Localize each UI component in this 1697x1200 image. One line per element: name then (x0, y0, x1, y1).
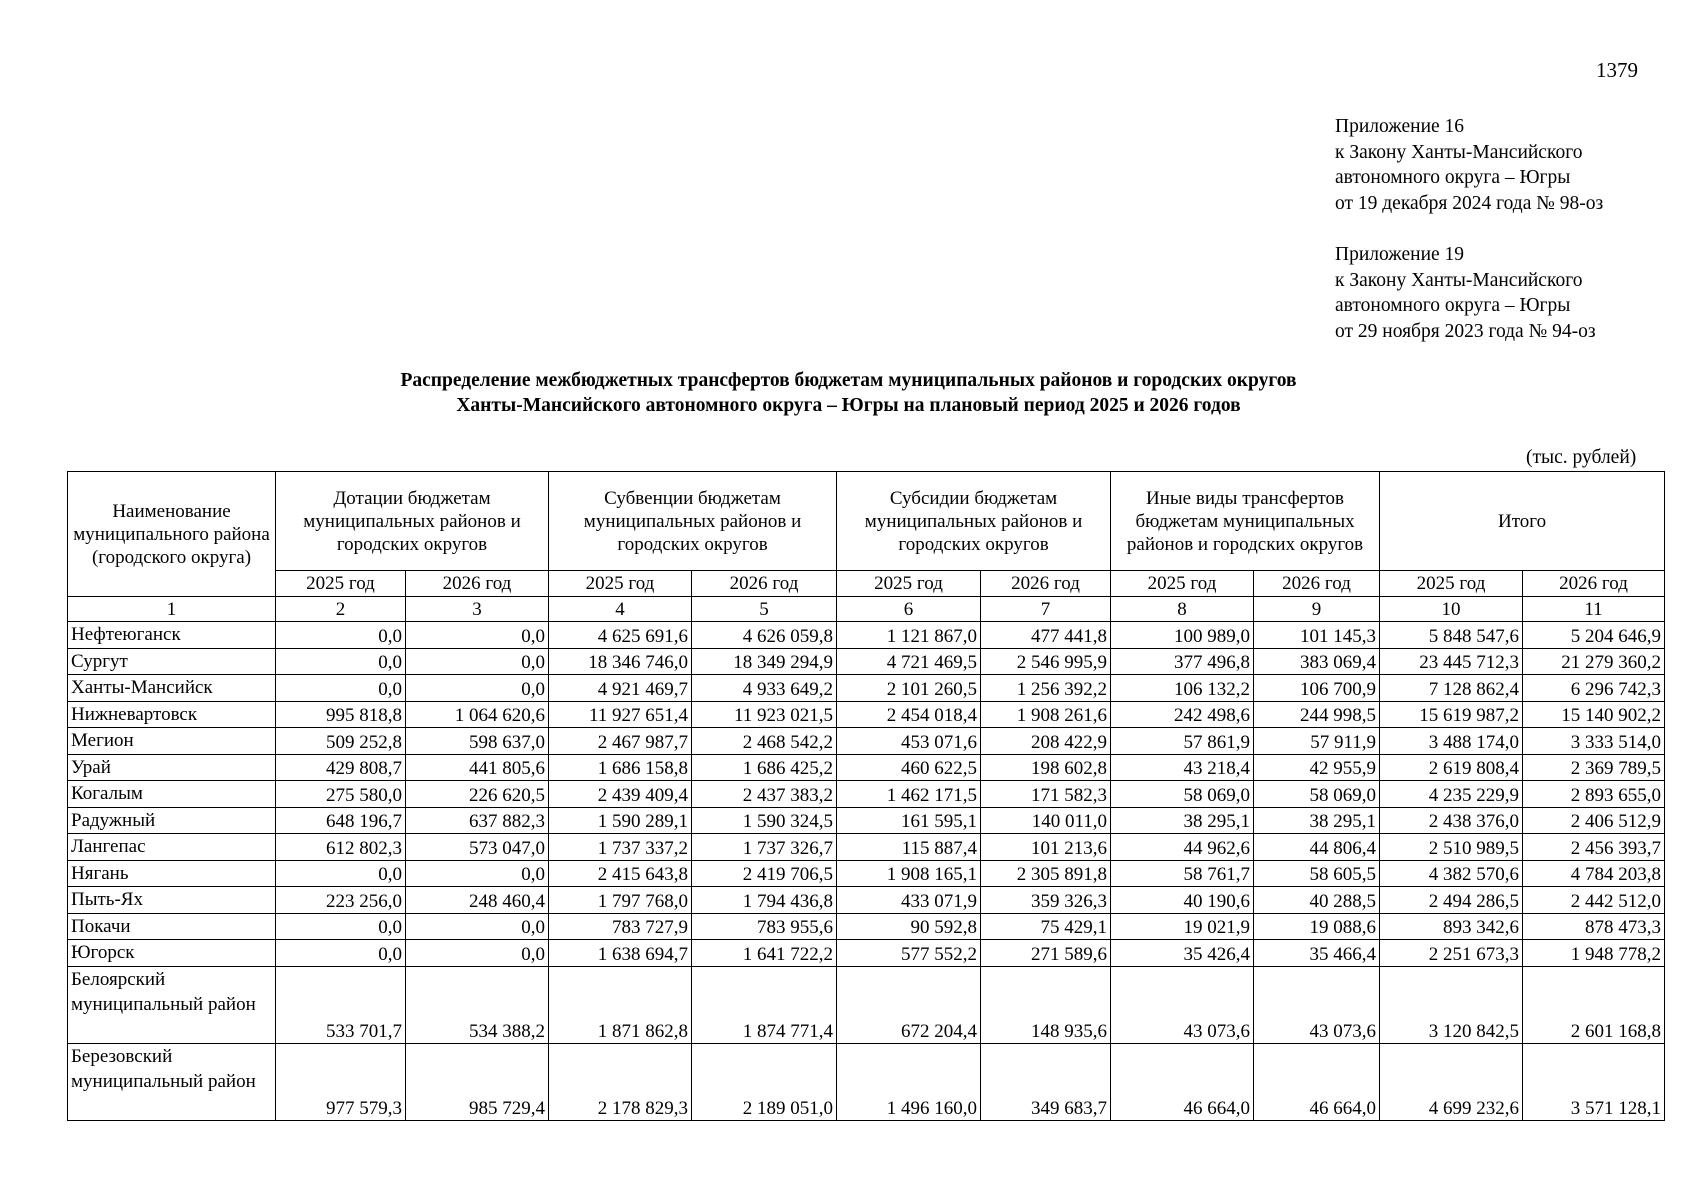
amount-cell: 1 737 326,7 (692, 834, 837, 861)
amount-cell: 38 295,1 (1111, 807, 1254, 834)
amount-cell: 3 333 514,0 (1523, 728, 1665, 755)
table-body (68, 622, 1665, 1121)
amount-cell: 0,0 (406, 940, 549, 967)
amount-cell: 349 683,7 (981, 1043, 1111, 1120)
amount-cell: 38 295,1 (1254, 807, 1380, 834)
amount-cell: 2 494 286,5 (1380, 887, 1523, 914)
amount-cell: 383 069,4 (1254, 648, 1380, 675)
amount-cell: 893 342,6 (1380, 913, 1523, 940)
column-number: 6 (837, 597, 981, 622)
amount-cell: 0,0 (276, 675, 406, 702)
column-number: 11 (1523, 597, 1665, 622)
amount-cell: 2 510 989,5 (1380, 834, 1523, 861)
amount-cell: 783 955,6 (692, 913, 837, 940)
municipality-name: Радужный (68, 807, 276, 834)
appendix-line: от 29 ноября 2023 года № 94-оз (1335, 320, 1596, 342)
amount-cell: 3 120 842,5 (1380, 966, 1523, 1043)
municipality-name: Мегион (68, 728, 276, 755)
amount-cell: 5 204 646,9 (1523, 622, 1665, 649)
amount-cell: 4 784 203,8 (1523, 860, 1665, 887)
table-row (68, 913, 1665, 940)
amount-cell: 1 794 436,8 (692, 887, 837, 914)
amount-cell: 23 445 712,3 (1380, 648, 1523, 675)
column-number: 9 (1254, 597, 1380, 622)
header-subsidies-grants: Дотации бюджетам муниципальных районов и городских округов (276, 472, 549, 571)
amount-cell: 1 590 289,1 (549, 807, 692, 834)
header-other-transfers: Иные виды трансфертов бюджетам муниципальных районов и городских округов (1111, 472, 1380, 571)
amount-cell: 21 279 360,2 (1523, 648, 1665, 675)
table-row (68, 728, 1665, 755)
amount-cell: 198 602,8 (981, 754, 1111, 781)
amount-cell: 878 473,3 (1523, 913, 1665, 940)
amount-cell: 1 908 261,6 (981, 701, 1111, 728)
column-number: 1 (68, 597, 276, 622)
amount-cell: 171 582,3 (981, 781, 1111, 808)
amount-cell: 2 439 409,4 (549, 781, 692, 808)
amount-cell: 43 073,6 (1111, 966, 1254, 1043)
column-number: 10 (1380, 597, 1523, 622)
amount-cell: 223 256,0 (276, 887, 406, 914)
amount-cell: 0,0 (406, 622, 549, 649)
amount-cell: 90 592,8 (837, 913, 981, 940)
amount-cell: 271 589,6 (981, 940, 1111, 967)
amount-cell: 2 178 829,3 (549, 1043, 692, 1120)
appendix-line: автономного округа – Югры (1335, 295, 1571, 316)
appendix-16-note (1335, 114, 1603, 216)
header-year-2025: 2025 год (1380, 571, 1523, 597)
amount-cell: 453 071,6 (837, 728, 981, 755)
amount-cell: 2 189 051,0 (692, 1043, 837, 1120)
table-row (68, 834, 1665, 861)
amount-cell: 4 921 469,7 (549, 675, 692, 702)
amount-cell: 43 218,4 (1111, 754, 1254, 781)
amount-cell: 4 626 059,8 (692, 622, 837, 649)
amount-cell: 2 546 995,9 (981, 648, 1111, 675)
amount-cell: 1 871 862,8 (549, 966, 692, 1043)
municipality-name: Нижневартовск (68, 701, 276, 728)
municipality-name: Покачи (68, 913, 276, 940)
amount-cell: 2 419 706,5 (692, 860, 837, 887)
amount-cell: 100 989,0 (1111, 622, 1254, 649)
amount-cell: 1 256 392,2 (981, 675, 1111, 702)
municipality-name: Югорск (68, 940, 276, 967)
header-year-2026: 2026 год (692, 571, 837, 597)
appendix-line: к Закону Ханты-Мансийского (1335, 141, 1583, 163)
header-year-2025: 2025 год (276, 571, 406, 597)
amount-cell: 1 797 768,0 (549, 887, 692, 914)
title-line-1: Распределение межбюджетных трансфертов бюджетам муниципальных районов и городских округов (400, 370, 1297, 391)
amount-cell: 2 893 655,0 (1523, 781, 1665, 808)
page-number: 1379 (1596, 58, 1638, 82)
amount-cell: 441 805,6 (406, 754, 549, 781)
column-number: 3 (406, 597, 549, 622)
municipality-name: Нефтеюганск (68, 622, 276, 649)
amount-cell: 3 488 174,0 (1380, 728, 1523, 755)
amount-cell: 4 625 691,6 (549, 622, 692, 649)
amount-cell: 19 021,9 (1111, 913, 1254, 940)
header-year-2025: 2025 год (549, 571, 692, 597)
header-year-2025: 2025 год (1111, 571, 1254, 597)
amount-cell: 612 802,3 (276, 834, 406, 861)
amount-cell: 0,0 (276, 940, 406, 967)
amount-cell: 248 460,4 (406, 887, 549, 914)
amount-cell: 377 496,8 (1111, 648, 1254, 675)
header-year-2026: 2026 год (1254, 571, 1380, 597)
amount-cell: 161 595,1 (837, 807, 981, 834)
amount-cell: 429 808,7 (276, 754, 406, 781)
amount-cell: 1 737 337,2 (549, 834, 692, 861)
header-total: Итого (1380, 472, 1665, 571)
column-number: 5 (692, 597, 837, 622)
table-row (68, 807, 1665, 834)
amount-cell: 573 047,0 (406, 834, 549, 861)
amount-cell: 1 948 778,2 (1523, 940, 1665, 967)
amount-cell: 40 190,6 (1111, 887, 1254, 914)
amount-cell: 1 064 620,6 (406, 701, 549, 728)
amount-cell: 19 088,6 (1254, 913, 1380, 940)
amount-cell: 533 701,7 (276, 966, 406, 1043)
amount-cell: 2 619 808,4 (1380, 754, 1523, 781)
amount-cell: 46 664,0 (1111, 1043, 1254, 1120)
amount-cell: 58 605,5 (1254, 860, 1380, 887)
amount-cell: 1 874 771,4 (692, 966, 837, 1043)
amount-cell: 0,0 (406, 913, 549, 940)
amount-cell: 18 346 746,0 (549, 648, 692, 675)
amount-cell: 534 388,2 (406, 966, 549, 1043)
table-row (68, 648, 1665, 675)
table-row (68, 701, 1665, 728)
amount-cell: 3 571 128,1 (1523, 1043, 1665, 1120)
units-label: (тыс. рублей) (1526, 447, 1637, 468)
header-subventions: Субвенции бюджетам муниципальных районов и городских округов (549, 472, 837, 571)
amount-cell: 672 204,4 (837, 966, 981, 1043)
document-title (0, 368, 1697, 418)
amount-cell: 433 071,9 (837, 887, 981, 914)
amount-cell: 2 101 260,5 (837, 675, 981, 702)
amount-cell: 2 601 168,8 (1523, 966, 1665, 1043)
table-row (68, 860, 1665, 887)
amount-cell: 1 686 425,2 (692, 754, 837, 781)
amount-cell: 2 456 393,7 (1523, 834, 1665, 861)
amount-cell: 7 128 862,4 (1380, 675, 1523, 702)
amount-cell: 1 908 165,1 (837, 860, 981, 887)
amount-cell: 477 441,8 (981, 622, 1111, 649)
amount-cell: 57 911,9 (1254, 728, 1380, 755)
column-number: 7 (981, 597, 1111, 622)
municipality-name: Когалым (68, 781, 276, 808)
title-line-2: Ханты-Мансийского автономного округа – Югры на плановый период 2025 и 2026 годов (456, 395, 1241, 416)
amount-cell: 43 073,6 (1254, 966, 1380, 1043)
appendix-line: Приложение 16 (1335, 116, 1465, 137)
amount-cell: 2 454 018,4 (837, 701, 981, 728)
amount-cell: 985 729,4 (406, 1043, 549, 1120)
header-year-2026: 2026 год (406, 571, 549, 597)
amount-cell: 226 620,5 (406, 781, 549, 808)
amount-cell: 15 619 987,2 (1380, 701, 1523, 728)
amount-cell: 0,0 (406, 860, 549, 887)
amount-cell: 2 369 789,5 (1523, 754, 1665, 781)
amount-cell: 44 806,4 (1254, 834, 1380, 861)
amount-cell: 5 848 547,6 (1380, 622, 1523, 649)
amount-cell: 460 622,5 (837, 754, 981, 781)
table-row (68, 675, 1665, 702)
municipality-name: Сургут (68, 648, 276, 675)
amount-cell: 58 069,0 (1111, 781, 1254, 808)
table-row (68, 781, 1665, 808)
amount-cell: 2 406 512,9 (1523, 807, 1665, 834)
amount-cell: 509 252,8 (276, 728, 406, 755)
amount-cell: 6 296 742,3 (1523, 675, 1665, 702)
amount-cell: 11 923 021,5 (692, 701, 837, 728)
amount-cell: 2 437 383,2 (692, 781, 837, 808)
column-number: 4 (549, 597, 692, 622)
amount-cell: 637 882,3 (406, 807, 549, 834)
amount-cell: 46 664,0 (1254, 1043, 1380, 1120)
amount-cell: 15 140 902,2 (1523, 701, 1665, 728)
amount-cell: 2 251 673,3 (1380, 940, 1523, 967)
column-number: 2 (276, 597, 406, 622)
municipality-name: Ханты-Мансийск (68, 675, 276, 702)
amount-cell: 995 818,8 (276, 701, 406, 728)
table-row (68, 1043, 1665, 1120)
header-municipality: Наименование муниципального района (городского округа) (68, 472, 276, 597)
amount-cell: 4 235 229,9 (1380, 781, 1523, 808)
appendix-line: от 19 декабря 2024 года № 98-оз (1335, 192, 1604, 214)
amount-cell: 35 426,4 (1111, 940, 1254, 967)
municipality-name: Лангепас (68, 834, 276, 861)
municipality-name: Пыть-Ях (68, 887, 276, 914)
amount-cell: 4 699 232,6 (1380, 1043, 1523, 1120)
column-number-row (68, 597, 1665, 622)
amount-cell: 4 382 570,6 (1380, 860, 1523, 887)
amount-cell: 106 700,9 (1254, 675, 1380, 702)
table-row (68, 622, 1665, 649)
amount-cell: 140 011,0 (981, 807, 1111, 834)
amount-cell: 977 579,3 (276, 1043, 406, 1120)
amount-cell: 242 498,6 (1111, 701, 1254, 728)
amount-cell: 58 761,7 (1111, 860, 1254, 887)
appendix-line: автономного округа – Югры (1335, 167, 1571, 188)
amount-cell: 42 955,9 (1254, 754, 1380, 781)
amount-cell: 275 580,0 (276, 781, 406, 808)
header-year-2026: 2026 год (1523, 571, 1665, 597)
municipality-name: Урай (68, 754, 276, 781)
amount-cell: 58 069,0 (1254, 781, 1380, 808)
appendix-line: Приложение 19 (1335, 244, 1465, 265)
header-subsidies: Субсидии бюджетам муниципальных районов и городских округов (837, 472, 1111, 571)
column-number: 8 (1111, 597, 1254, 622)
amount-cell: 1 590 324,5 (692, 807, 837, 834)
amount-cell: 783 727,9 (549, 913, 692, 940)
municipality-name: Нягань (68, 860, 276, 887)
amount-cell: 2 305 891,8 (981, 860, 1111, 887)
amount-cell: 0,0 (276, 648, 406, 675)
amount-cell: 4 933 649,2 (692, 675, 837, 702)
amount-cell: 1 686 158,8 (549, 754, 692, 781)
amount-cell: 0,0 (276, 913, 406, 940)
amount-cell: 1 462 171,5 (837, 781, 981, 808)
header-year-2025: 2025 год (837, 571, 981, 597)
amount-cell: 1 641 722,2 (692, 940, 837, 967)
amount-cell: 44 962,6 (1111, 834, 1254, 861)
amount-cell: 18 349 294,9 (692, 648, 837, 675)
amount-cell: 244 998,5 (1254, 701, 1380, 728)
amount-cell: 2 467 987,7 (549, 728, 692, 755)
amount-cell: 148 935,6 (981, 966, 1111, 1043)
amount-cell: 0,0 (276, 622, 406, 649)
municipality-name: Березовский муниципальный район (68, 1043, 276, 1120)
table-row (68, 966, 1665, 1043)
appendix-19-note (1335, 242, 1596, 344)
amount-cell: 1 638 694,7 (549, 940, 692, 967)
table-row (68, 940, 1665, 967)
transfers-table (67, 471, 1665, 1121)
municipality-name: Белоярский муниципальный район (68, 966, 276, 1043)
table-row (68, 754, 1665, 781)
amount-cell: 577 552,2 (837, 940, 981, 967)
header-year-2026: 2026 год (981, 571, 1111, 597)
amount-cell: 0,0 (406, 675, 549, 702)
amount-cell: 2 438 376,0 (1380, 807, 1523, 834)
amount-cell: 35 466,4 (1254, 940, 1380, 967)
amount-cell: 40 288,5 (1254, 887, 1380, 914)
amount-cell: 0,0 (276, 860, 406, 887)
amount-cell: 1 496 160,0 (837, 1043, 981, 1120)
amount-cell: 598 637,0 (406, 728, 549, 755)
amount-cell: 2 442 512,0 (1523, 887, 1665, 914)
amount-cell: 101 145,3 (1254, 622, 1380, 649)
amount-cell: 0,0 (406, 648, 549, 675)
table-row (68, 887, 1665, 914)
amount-cell: 101 213,6 (981, 834, 1111, 861)
amount-cell: 208 422,9 (981, 728, 1111, 755)
amount-cell: 106 132,2 (1111, 675, 1254, 702)
amount-cell: 359 326,3 (981, 887, 1111, 914)
amount-cell: 115 887,4 (837, 834, 981, 861)
amount-cell: 2 468 542,2 (692, 728, 837, 755)
amount-cell: 57 861,9 (1111, 728, 1254, 755)
amount-cell: 648 196,7 (276, 807, 406, 834)
amount-cell: 1 121 867,0 (837, 622, 981, 649)
amount-cell: 75 429,1 (981, 913, 1111, 940)
amount-cell: 11 927 651,4 (549, 701, 692, 728)
amount-cell: 4 721 469,5 (837, 648, 981, 675)
appendix-line: к Закону Ханты-Мансийского (1335, 269, 1583, 291)
amount-cell: 2 415 643,8 (549, 860, 692, 887)
